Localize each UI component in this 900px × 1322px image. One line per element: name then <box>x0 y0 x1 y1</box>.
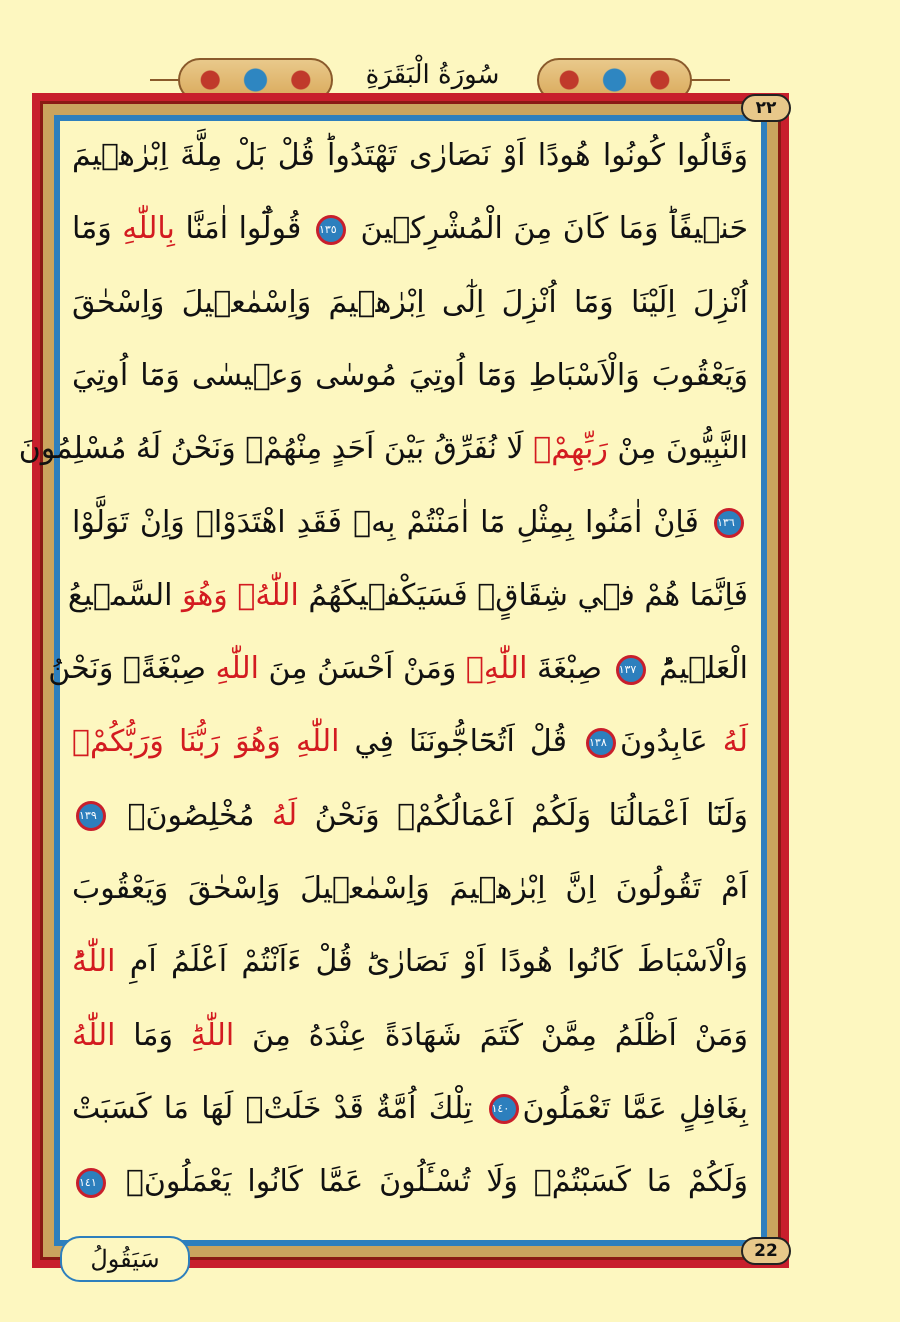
verse-line <box>48 639 748 699</box>
verse-text: وَلَنَٓا اَعْمَالُنَا وَلَكُمْ اَعْمَالُكُمْۚ وَنَحْنُ <box>297 797 748 833</box>
verse-line <box>72 712 748 772</box>
divine-name-text: وَهُوَ <box>181 577 228 613</box>
verse-text: وَالْاَسْبَاطَ كَانُوا هُودًا اَوْ نَصَارٰىؕ قُلْ ءَاَنْتُمْ اَعْلَمُ اَمِ <box>115 944 748 980</box>
verse-text: لَا نُفَرِّقُ بَيْنَ اَحَدٍ مِنْهُمْۘ وَنَحْنُ لَهُ مُسْلِمُونَ <box>18 431 534 467</box>
page-number-top: ٢٢ <box>741 94 791 122</box>
ayah-number-marker: ١٣٥ <box>316 215 346 245</box>
verse-text: وَمَنْ اَظْلَمُ مِمَّنْ كَتَمَ شَهَادَةً عِنْدَهُ مِنَ <box>234 1017 748 1053</box>
verse-text: صِبْغَةَ <box>527 651 612 687</box>
verse-line <box>72 1079 748 1139</box>
verse-text: عَابِدُونَ <box>620 724 723 760</box>
ayah-number-marker: ١٣٦ <box>714 508 744 538</box>
divine-name-text: اللّٰهِ <box>215 651 259 687</box>
verse-text: صِبْغَةًؗ وَنَحْنُ <box>48 651 216 687</box>
header-rule-left <box>150 79 180 81</box>
verse-line <box>72 859 748 919</box>
divine-name-text: اللّٰهُۚ <box>237 577 299 613</box>
verse-text: النَّبِيُّونَ مِنْ <box>607 431 748 467</box>
verse-lines <box>18 126 748 1226</box>
verse-text: وَمَا <box>115 1017 191 1053</box>
verse-text: فَاِنْ اٰمَنُوا بِمِثْلِ مَٓا اٰمَنْتُمْ بِهٖ فَقَدِ اهْتَدَوْاۚ وَاِنْ تَوَلَّوْا <box>72 504 710 540</box>
ayah-number-marker: ١٤٠ <box>489 1094 519 1124</box>
verse-line <box>72 932 748 992</box>
ayah-number-marker: ١٣٩ <box>76 801 106 831</box>
verse-text: اُنْزِلَ اِلَيْنَا وَمَٓا اُنْزِلَ اِلٰٓى اِبْرٰهٖيمَ وَاِسْمٰعٖيلَ وَاِسْحٰقَ <box>72 284 748 320</box>
verse-text: وَقَالُوا كُونُوا هُودًا اَوْ نَصَارٰى تَهْتَدُواؕ قُلْ بَلْ مِلَّةَ اِبْرٰهٖيمَ <box>72 138 748 173</box>
verse-line <box>67 566 748 626</box>
divine-name-text: اللّٰهُ <box>72 1017 116 1053</box>
verse-text: اَمْ تَقُولُونَ اِنَّ اِبْرٰهٖيمَ وَاِسْمٰعٖيلَ وَاِسْحٰقَ وَيَعْقُوبَ <box>72 871 748 906</box>
verse-line <box>72 346 748 406</box>
verse-line <box>72 199 748 259</box>
verse-text: بِغَافِلٍ عَمَّا تَعْمَلُونَ <box>522 1090 748 1126</box>
verse-text: السَّمٖيعُ <box>67 577 182 613</box>
verse-text <box>228 578 238 613</box>
verse-text: وَلَكُمْ مَا كَسَبْتُمْۚ وَلَا تُسْـَٔلُونَ عَمَّا كَانُوا يَعْمَلُونَ۟ <box>110 1164 748 1200</box>
verse-line <box>18 419 748 479</box>
divine-name-text: رَبِّهِمْۚ <box>533 431 608 467</box>
verse-line <box>72 126 748 186</box>
verse-line <box>72 1006 748 1066</box>
divine-name-text: اللّٰهِۚ <box>465 651 528 687</box>
verse-line <box>72 273 748 333</box>
divine-name-text: اللّٰهِ وَهُوَ رَبُّنَا وَرَبُّكُمْۚ <box>72 724 340 760</box>
ayah-number-marker: ١٣٧ <box>616 655 646 685</box>
divine-name-text: اللّٰهُؕ <box>72 944 116 980</box>
divine-name-text: لَهُ <box>722 724 748 760</box>
verse-text: مُخْلِصُونَۙ <box>110 797 272 833</box>
verse-text: قُولُٓوا اٰمَنَّا <box>174 211 312 247</box>
divine-name-text: اللّٰهِؕ <box>190 1017 235 1053</box>
verse-line <box>72 1152 748 1212</box>
ayah-number-marker: ١٣٨ <box>586 728 616 758</box>
verse-text: الْعَلٖيمُؕ <box>649 651 748 687</box>
verse-text: وَمَنْ اَحْسَنُ مِنَ <box>258 651 466 687</box>
verse-text: قُلْ اَتُحَٓاجُّونَنَا فِي <box>339 724 583 760</box>
header-rule-right <box>690 79 730 81</box>
divine-name-text: لَهُ <box>271 797 298 833</box>
surah-title: سُورَةُ الْبَقَرَةِ <box>365 60 500 90</box>
verse-line <box>72 786 748 846</box>
verse-text: وَيَعْقُوبَ وَالْاَسْبَاطِ وَمَٓا اُوتِيَ مُوسٰى وَعٖيسٰى وَمَٓا اُوتِيَ <box>72 357 748 393</box>
verse-line <box>72 493 748 553</box>
verse-text: فَاِنَّمَا هُمْ فٖي شِقَاقٍۚ فَسَيَكْفٖيكَهُمُ <box>298 577 748 613</box>
page-number-bottom: 22 <box>741 1237 791 1265</box>
verse-text: تِلْكَ اُمَّةٌ قَدْ خَلَتْۚ لَهَا مَا كَسَبَتْ <box>72 1090 485 1126</box>
ayah-number-marker: ١٤١ <box>76 1168 106 1198</box>
verse-text: وَمَٓا <box>72 211 123 247</box>
verse-text: حَنٖيفًاؕ وَمَا كَانَ مِنَ الْمُشْرِكٖينَ <box>349 211 748 247</box>
divine-name-text: بِاللّٰهِ <box>122 211 175 247</box>
catchword: سَيَقُولُ <box>90 1245 160 1273</box>
